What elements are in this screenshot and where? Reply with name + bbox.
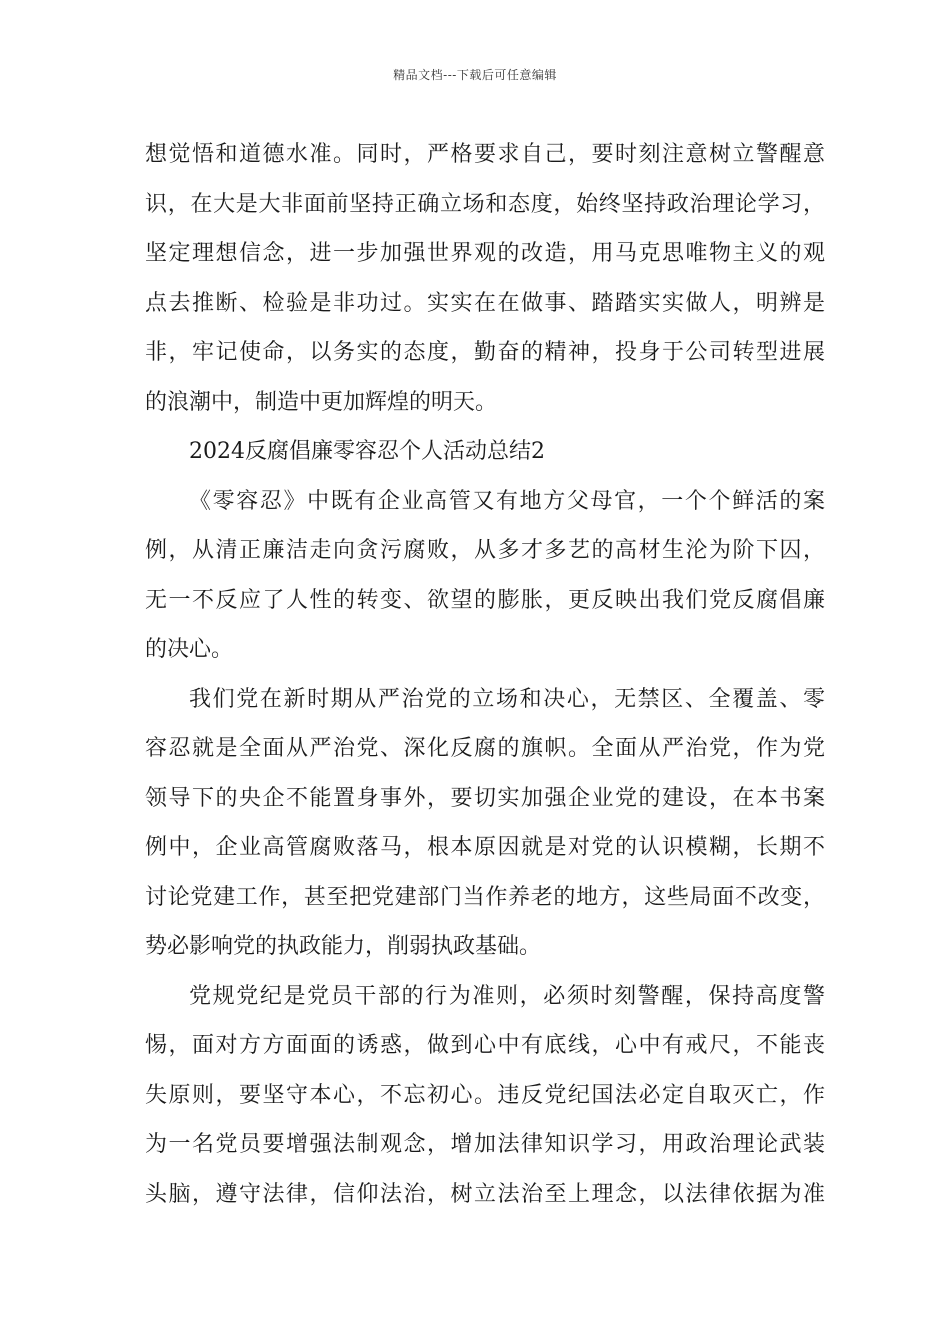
text-line: 的决心。 (145, 637, 234, 662)
text-line: 为一名党员要增强法制观念，增加法律知识学习，用政治理论武装 (145, 1132, 825, 1157)
text-line: 识，在大是大非面前坚持正确立场和态度，始终坚持政治理论学习， (145, 191, 825, 217)
text-line: 我们党在新时期从严治党的立场和决心，无禁区、全覆盖、零 (189, 686, 825, 712)
text-line: 容忍就是全面从严治党、深化反腐的旗帜。全面从严治党，作为党 (145, 736, 825, 761)
text-line: 领导下的央企不能置身事外，要切实加强企业党的建设，在本书案 (145, 785, 825, 811)
heading-text: 2024反腐倡廉零容忍个人活动总结2 (189, 439, 545, 464)
text-line: 例中，企业高管腐败落马，根本原因就是对党的认识模糊，长期不 (145, 835, 825, 860)
text-line: 《零容忍》中既有企业高管又有地方父母官，一个个鲜活的案 (189, 488, 825, 514)
text-line: 非，牢记使命，以务实的态度，勤奋的精神，投身于公司转型进展 (145, 340, 825, 365)
text-line: 的浪潮中，制造中更加辉煌的明天。 (145, 389, 498, 415)
text-line: 党规党纪是党员干部的行为准则，必须时刻警醒，保持高度警 (189, 983, 825, 1009)
text-line: 点去推断、检验是非功过。实实在在做事、踏踏实实做人，明辨是 (145, 290, 825, 316)
text-line: 坚定理想信念，进一步加强世界观的改造，用马克思唯物主义的观 (145, 241, 825, 266)
text-line: 势必影响党的执政能力，削弱执政基础。 (145, 934, 542, 959)
page-header: 精品文档---下载后可任意编辑 (393, 68, 557, 82)
text-line: 无一不反应了人性的转变、欲望的膨胀，更反映出我们党反腐倡廉 (145, 587, 825, 613)
text-line: 惕，面对方方面面的诱惑，做到心中有底线，心中有戒尺，不能丧 (145, 1033, 825, 1058)
text-line: 讨论党建工作，甚至把党建部门当作养老的地方，这些局面不改变， (145, 884, 825, 910)
paragraph-3 (145, 675, 825, 972)
document-body (145, 130, 825, 1219)
text-line: 想觉悟和道德水准。同时，严格要求自己，要时刻注意树立警醒意 (145, 142, 825, 167)
text-line: 头脑，遵守法律，信仰法治，树立法治至上理念，以法律依据为准 (145, 1181, 825, 1207)
paragraph-4 (145, 972, 825, 1220)
paragraph-1 (145, 130, 825, 427)
section-heading (145, 427, 825, 477)
paragraph-2 (145, 477, 825, 675)
text-line: 失原则，要坚守本心，不忘初心。违反党纪国法必定自取灭亡，作 (145, 1082, 825, 1108)
text-line: 例，从清正廉洁走向贪污腐败，从多才多艺的高材生沦为阶下囚， (145, 538, 825, 563)
